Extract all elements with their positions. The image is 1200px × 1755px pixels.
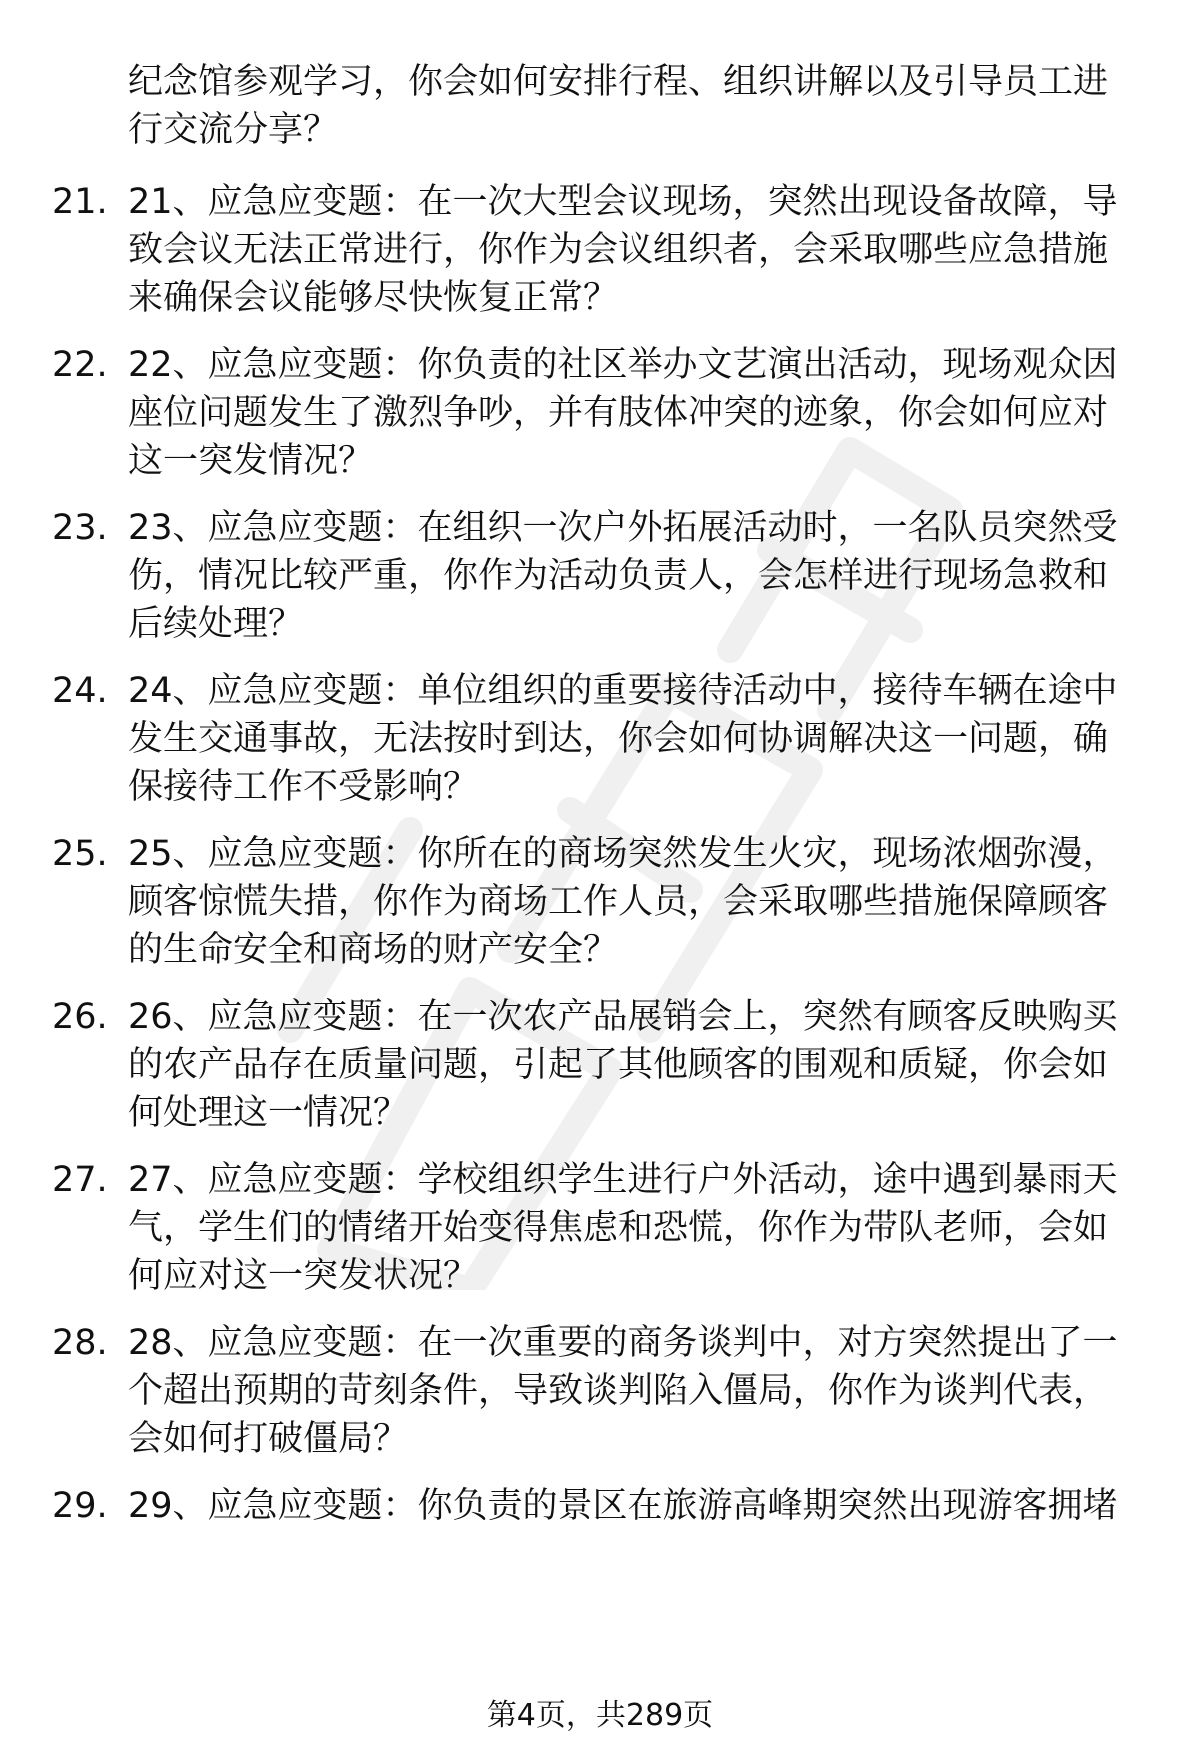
item-number: 25. (52, 834, 108, 874)
lead-paragraph: 纪念馆参观学习，你会如何安排行程、组织讲解以及引导员工进行交流分享？ (128, 62, 1109, 150)
item-text: 27、应急应变题：学校组织学生进行户外活动，途中遇到暴雨天气，学生们的情绪开始变得焦虑和恐慌，你作为带队老师，会如何应对这一突发状况？ (128, 1160, 1118, 1296)
item-number: 22. (52, 345, 108, 385)
page-footer: 第4页，共289页 (486, 1698, 714, 1733)
item-text: 21、应急应变题：在一次大型会议现场，突然出现设备故障，导致会议无法正常进行，你作为会议组织者，会采取哪些应急措施来确保会议能够尽快恢复正常？ (128, 182, 1118, 318)
item-number: 24. (52, 671, 108, 711)
item-text: 23、应急应变题：在组织一次户外拓展活动时，一名队员突然受伤，情况比较严重，你作为活动负责人，会怎样进行现场急救和后续处理？ (128, 508, 1118, 644)
item-text: 24、应急应变题：单位组织的重要接待活动中，接待车辆在途中发生交通事故，无法按时到达，你会如何协调解决这一问题，确保接待工作不受影响？ (128, 671, 1118, 807)
item-number: 27. (52, 1160, 108, 1200)
item-number: 21. (52, 182, 108, 222)
item-number: 28. (52, 1323, 108, 1363)
item-text: 26、应急应变题：在一次农产品展销会上，突然有顾客反映购买的农产品存在质量问题，引起了其他顾客的围观和质疑，你会如何处理这一情况？ (128, 997, 1118, 1133)
item-text: 25、应急应变题：你所在的商场突然发生火灾，现场浓烟弥漫，顾客惊慌失措，你作为商场工作人员，会采取哪些措施保障顾客的生命安全和商场的财产安全？ (128, 834, 1118, 970)
item-text: 29、应急应变题：你负责的景区在旅游高峰期突然出现游客拥堵 (128, 1486, 1118, 1526)
item-number: 26. (52, 997, 108, 1037)
item-text: 28、应急应变题：在一次重要的商务谈判中，对方突然提出了一个超出预期的苛刻条件，导致谈判陷入僵局，你作为谈判代表，会如何打破僵局？ (128, 1323, 1118, 1459)
item-text: 22、应急应变题：你负责的社区举办文艺演出活动，现场观众因座位问题发生了激烈争吵，并有肢体冲突的迹象，你会如何应对这一突发情况？ (128, 345, 1118, 481)
item-number: 23. (52, 508, 108, 548)
item-number: 29. (52, 1486, 108, 1526)
